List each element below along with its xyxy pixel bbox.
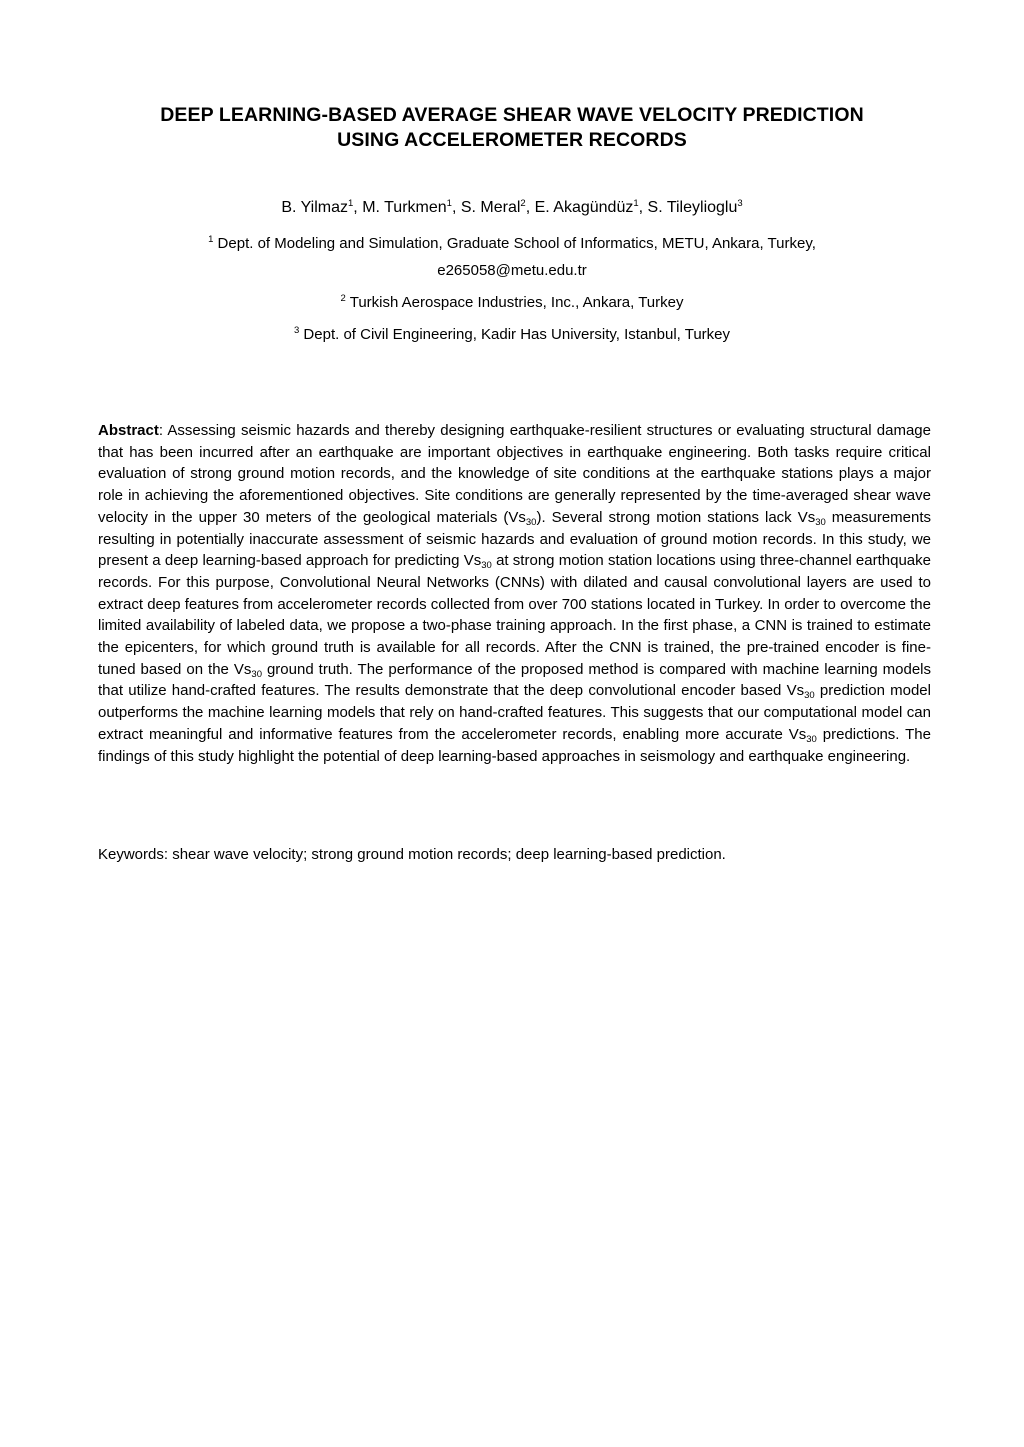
author-affiliation-mark: 3 [737,198,743,209]
author-list [90,198,934,218]
affiliation-3 [90,325,934,345]
author: E. Akagündüz$^1$, [534,198,648,216]
affiliation-text: Dept. of Civil Engineering, Kadir Has University, Istanbul, Turkey [299,326,731,343]
abstract-label: Abstract [98,422,159,439]
vs30-term: $Vs_{30}$ [786,682,815,702]
affiliation-2 [90,293,934,313]
abstract: Abstract: Assessing seismic hazards and thereby designing earthquake-resilient structures or evaluating structural damage that has been incurred after an earthquake are important objectives in earthquake engineering. Both tasks require critical evaluation of strong ground motion records, and the knowledge of site conditions at the earthquake stations plays a major role in achieving the aforementioned objectives. Site conditions are generally represented by the time-averaged shear wave velocity in the upper 30 meters of the geological materials $(Vs_{30})$. Several strong motion stations lack $Vs_{30}$ measurements resulting in potentially inaccurate assessment of seismic hazards and evaluation of ground motion records. In this study, we present a deep learning-based approach for predicting $Vs_{30}$ at strong motion station locations using three-channel earthquake records. For this purpose, Convolutional Neural Networks (CNNs) with dilated and causal convolutional layers are used to extract deep features from accelerometer records collected from over 700 stations located in Turkey. In order to overcome the limited availability of labeled data, we propose a two-phase training approach. In the first phase, a CNN is trained to estimate the epicenters, for which ground truth is available for all records. After the CNN is trained, the pre-trained encoder is fine-tuned based on the $Vs_{30}$ ground truth. The performance of the proposed method is compared with machine learning models that utilize hand-crafted features. The results demonstrate that the deep convolutional encoder based $Vs_{30}$ prediction model outperforms the machine learning models that rely on hand-crafted features. This suggests that our computational model can extract meaningful and informative features from the accelerometer records, enabling more accurate $Vs_{30}$ predictions. The findings of this study highlight the potential of deep learning-based approaches in seismology and earthquake engineering. [98,422,932,765]
author-affiliation-mark: 1 [348,198,354,209]
title-line-1: DEEP LEARNING-BASED AVERAGE SHEAR WAVE VELOCITY PREDICTION [160,104,864,126]
affiliation-text: Dept. of Modeling and Simulation, Graduate School of Informatics, METU, Ankara, Turkey, [213,235,816,252]
author-affiliation-mark: 2 [520,198,526,209]
author: B. Yilmaz$^1$, [281,198,363,216]
vs30-term: $Vs_{30}$ [463,552,492,572]
vs30-term: $Vs_{30}$ [797,508,826,528]
affiliation-1 [90,234,934,254]
affiliation-number: 3 [293,325,300,336]
affiliation-number: 2 [340,293,346,304]
title-line-2: USING ACCELEROMETER RECORDS [337,129,687,151]
vs30-term: $Vs_{30}$ [508,508,537,528]
vs30-term: $Vs_{30}$ [788,725,817,745]
author: S. Meral$^2$, [460,198,535,216]
paper-title [90,103,934,153]
affiliation-number: 1 [208,234,214,245]
affiliation-text: Turkish Aerospace Industries, Inc., Ankara, Turkey [345,294,684,311]
author-affiliation-mark: 1 [446,198,452,209]
author: M. Turkmen$^1$, [362,198,461,216]
affiliation-email: e265058@metu.edu.tr [437,262,587,279]
keywords: Keywords: shear wave velocity; strong ground motion records; deep learning-based prediction. [98,846,726,863]
author: S. Tileylioglu$^3$ [647,198,743,216]
vs30-term: $Vs_{30}$ [233,660,262,680]
author-affiliation-mark: 1 [633,198,639,209]
